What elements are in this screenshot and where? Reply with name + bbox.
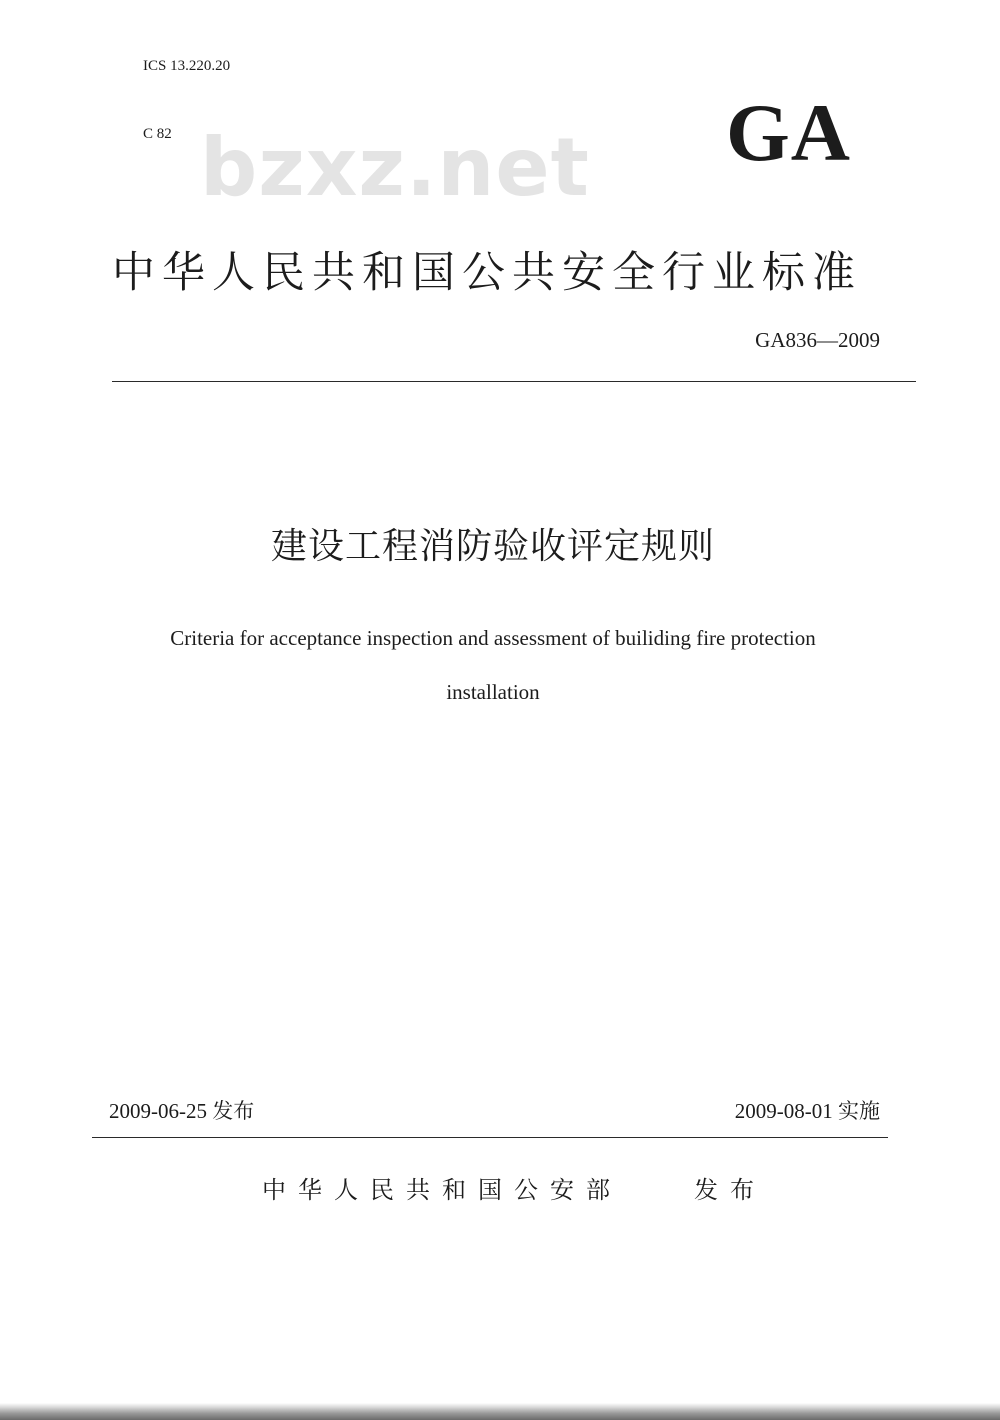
- top-divider: [112, 381, 916, 382]
- ga-logo: GA: [726, 87, 851, 178]
- watermark: bzxz.net: [200, 121, 590, 214]
- issue-date: 2009-06-25 发布: [109, 1099, 255, 1123]
- document-title-english-line2: installation: [446, 680, 540, 704]
- bottom-divider: [92, 1137, 888, 1138]
- page-bottom-edge: [0, 1403, 1000, 1420]
- document-title-english-line1: Criteria for acceptance inspection and assessment of builiding fire protection: [170, 626, 816, 650]
- ics-code: ICS 13.220.20: [143, 58, 231, 74]
- issuing-authority: 中华人民共和国公安部: [262, 1176, 622, 1204]
- issue-verb: 发布: [694, 1176, 766, 1204]
- document-title-chinese: 建设工程消防验收评定规则: [270, 526, 715, 567]
- standard-category-title: 中华人民共和国公共安全行业标准: [112, 248, 862, 298]
- implementation-date: 2009-08-01 实施: [734, 1099, 880, 1123]
- ccs-code: C 82: [143, 126, 172, 142]
- standard-number: GA836—2009: [755, 328, 880, 352]
